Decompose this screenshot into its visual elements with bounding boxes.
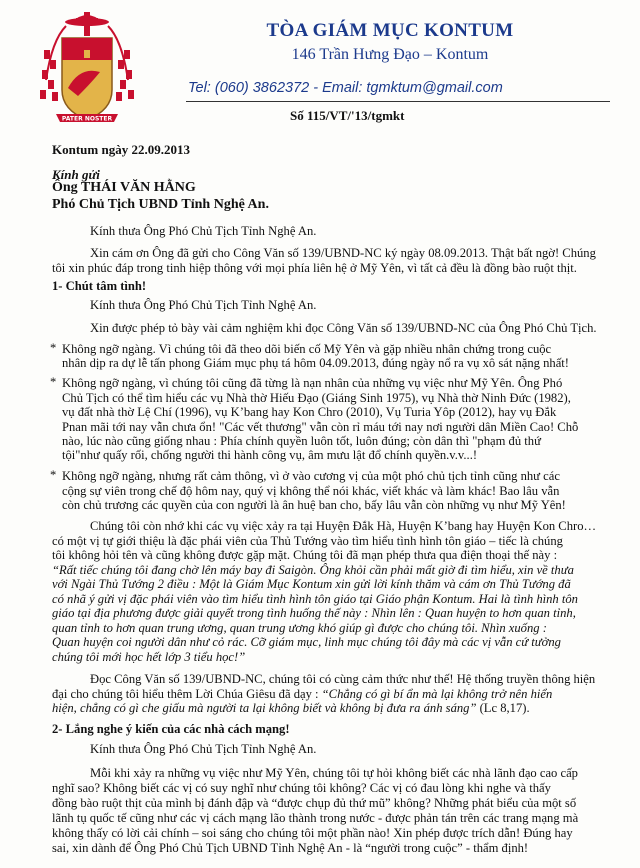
paragraph-line: tôi xin phúc đáp trong tinh hiệp thông với mọi phía liên hệ ở Mỹ Yên, vì tất cả đều là đồng bào ruột thịt.	[52, 261, 577, 275]
quote-line: có nhã ý gửi vị đặc phái viên vào tìm hiểu tình hình tôn giáo tại Giáo phận Kontum. Hai là tình hình tôn	[52, 592, 578, 606]
paragraph-line: Pnan mãi tới nay vẫn chưa ổn! "Các vết thương" vẫn còn rỉ máu tới nay nơi người dân Miền Cao! Chỗ	[62, 420, 579, 434]
quote-line: với Ngài Thủ Tướng 2 điều : Một là Giám Mục Kontum xin gửi lời kính thăm và cám ơn Thủ Tướng đã	[52, 577, 571, 591]
quote-line: “Rất tiếc chúng tôi đang chờ lên máy bay đi Saigòn. Ông khỏi cần phải mất giờ đi tìm hiểu, xin về thưa	[52, 563, 574, 577]
paragraph-line: Không ngỡ ngàng. Vì chúng tôi đã theo dõi biến cố Mỹ Yên và gặp nhiều nhân chứng trong cuộc	[62, 342, 552, 356]
bullet-marker: *	[50, 375, 57, 389]
bullet-marker: *	[50, 468, 57, 482]
paragraph-line: tội"như quấy rối, chống người thi hành công vụ, âm mưu lật đổ chính quyền.v.v...!	[62, 448, 478, 462]
section-heading-2: 2- Lắng nghe ý kiến của các nhà cách mạng!	[52, 722, 290, 736]
paragraph-line: lãnh tụ quốc tế cũng như các vị cách mạng lão thành trong nước - được phản tán trên các trang mạng mà	[52, 811, 579, 825]
org-contact: Tel: (060) 3862372 - Email: tgmktum@gmail.com	[188, 80, 503, 96]
diocese-seal-icon	[38, 10, 136, 132]
paragraph-line: Mỗi khi xảy ra những vụ việc như Mỹ Yên, chúng tôi tự hỏi không biết các nhà lãnh đạo cao cấp	[90, 766, 578, 780]
salutation: Kính thưa Ông Phó Chủ Tịch Tỉnh Nghệ An.	[90, 298, 317, 312]
paragraph-line: Không ngỡ ngàng, nhưng rất cảm thông, vì ở vào cương vị của một phó chủ tịch tỉnh cũng như các	[62, 469, 560, 483]
paragraph-line: Xin cám ơn Ông đã gửi cho Công Văn số 139/UBND-NC ký ngày 08.09.2013. Thật bất ngờ! Chúng	[90, 246, 596, 260]
quote-line: chúng tôi mới học hết lớp 3 tiểu học!”	[52, 650, 246, 664]
paragraph-line: nhân dịp ra dự lễ tấn phong Giám mục phụ tá hôm 04.09.2013, đúng ngày nổ ra vụ xô sát nặng nhất!	[62, 356, 569, 370]
paragraph-line: tôi không hỏi tên và cũng không được gặp mặt. Chúng tôi đã mạn phép thưa qua điện thoại thế này :	[52, 548, 558, 562]
text-span: đại cho chúng tôi hiểu thêm Lời Chúa Giêsu đã dạy :	[52, 687, 322, 701]
section-heading-1: 1- Chút tâm tình!	[52, 279, 147, 293]
paragraph-line: có một vị tự giới thiệu là đặc phái viên của Thủ Tướng vào tìm hiểu tình hình tôn giáo – tiếc là chúng	[52, 534, 563, 548]
paragraph-line	[52, 701, 530, 716]
salutation: Kính thưa Ông Phó Chủ Tịch Tỉnh Nghệ An.	[90, 224, 317, 238]
recipient-title: Phó Chủ Tịch UBND Tỉnh Nghệ An.	[52, 197, 269, 212]
paragraph-line: nghĩ sao? Không biết các vị có suy nghĩ như chúng tôi không? Các vị có đau lòng khi nghe và thấy	[52, 781, 551, 795]
paragraph-line: Đọc Công Văn số 139/UBND-NC, chúng tôi có cùng cảm thức như thế! Hệ thống truyền thông hiện	[90, 672, 596, 686]
bullet-marker: *	[50, 341, 57, 355]
reference-number: Số 115/VT/'13/tgmkt	[290, 108, 405, 123]
scripture-reference: (Lc 8,17).	[476, 701, 530, 715]
date-line: Kontum ngày 22.09.2013	[52, 142, 190, 157]
org-name: TÒA GIÁM MỤC KONTUM	[266, 20, 514, 41]
paragraph-line: Không ngỡ ngàng, vì chúng tôi cũng đã từng là nạn nhân của những vụ việc như Mỹ Yên. Ông Phó	[62, 376, 563, 390]
paragraph-line: cộng sự viên trong chế độ hôm nay, quý vị không thể nói khác, viết khác và làm khác! Bao lâu vẫn	[62, 484, 560, 498]
recipient-name: Ông THÁI VĂN HẰNG	[52, 180, 196, 195]
paragraph-line: không thấy có lời cải chính – soi sáng cho chúng tôi một phần nào! Xin phép được trích dẫn! Đúng hay	[52, 826, 573, 840]
greeting: Kính gửi	[52, 167, 100, 182]
paragraph-line: còn chủ trương các quyền của con người là ân huệ ban cho, bấy lâu vẫn còn những vụ như Mỹ Yên!	[62, 498, 566, 512]
quote-line: quan tỉnh to hơn quan trung ương, quan trung ương khó giúp gì được cho chúng tôi. Nhìn xuống :	[52, 621, 547, 635]
scripture-quote: hiện, chẳng có gì che giấu mà người ta lại không biết và không bị đưa ra ánh sáng”	[52, 701, 477, 715]
seal-banner-text: PATER NOSTER	[61, 115, 113, 123]
letterhead	[160, 20, 620, 64]
paragraph-line: nào, lúc nào cũng giống nhau : Phía chính quyền luôn tốt, luôn đúng; còn dân thì "phạm đủ thứ	[62, 434, 541, 448]
quote-line: Quan huyện coi người dân như cỏ rác. Cỡ giám mục, linh mục chúng tôi đây mà các vị vẫn cứ tưởng	[52, 635, 561, 649]
paragraph-line: vụ đất nhà thờ Lệ Chí (1996), vụ K’bang hay Kon Chro (2010), Vụ Turia Yôp (2012), hay vụ Đắk	[62, 405, 557, 419]
scripture-quote: “Chẳng có gì bí ẩn mà lại không trở nên hiển	[321, 687, 553, 701]
org-address: 146 Trần Hưng Đạo – Kontum	[291, 46, 489, 63]
salutation: Kính thưa Ông Phó Chủ Tịch Tỉnh Nghệ An.	[90, 742, 317, 756]
paragraph-line: Chủ Tịch có thể tìm hiểu các vụ Nhà thờ Hiếu Đạo (Giáng Sinh 1975), vụ Nhà thờ Ninh Đức (1982),	[62, 391, 571, 405]
header-divider	[186, 101, 610, 102]
paragraph-line: Xin được phép tỏ bày vài cảm nghiệm khi đọc Công Văn số 139/UBND-NC của Ông Phó Chủ Tịch.	[90, 321, 597, 335]
quote-line: giáo tại địa phương được giải quyết trong tình huống thế này : Nhìn lên : Quan huyện to hơn quan tỉnh,	[52, 606, 576, 620]
paragraph-line: đồng bào ruột thịt của mình bị đánh đập và “được chụp đủ thứ mũ” không? Những phát biểu của một số	[52, 796, 577, 810]
paragraph-line: sai, xin dành để Ông Phó Chủ Tịch UBND Tỉnh Nghệ An - là “người trong cuộc” - thẩm định!	[52, 841, 529, 855]
paragraph-line: Chúng tôi còn nhớ khi các vụ việc xảy ra tại Huyện Đắk Hà, Huyện K’bang hay Huyện Kon Chro…	[90, 519, 597, 533]
paragraph-line	[52, 687, 552, 702]
